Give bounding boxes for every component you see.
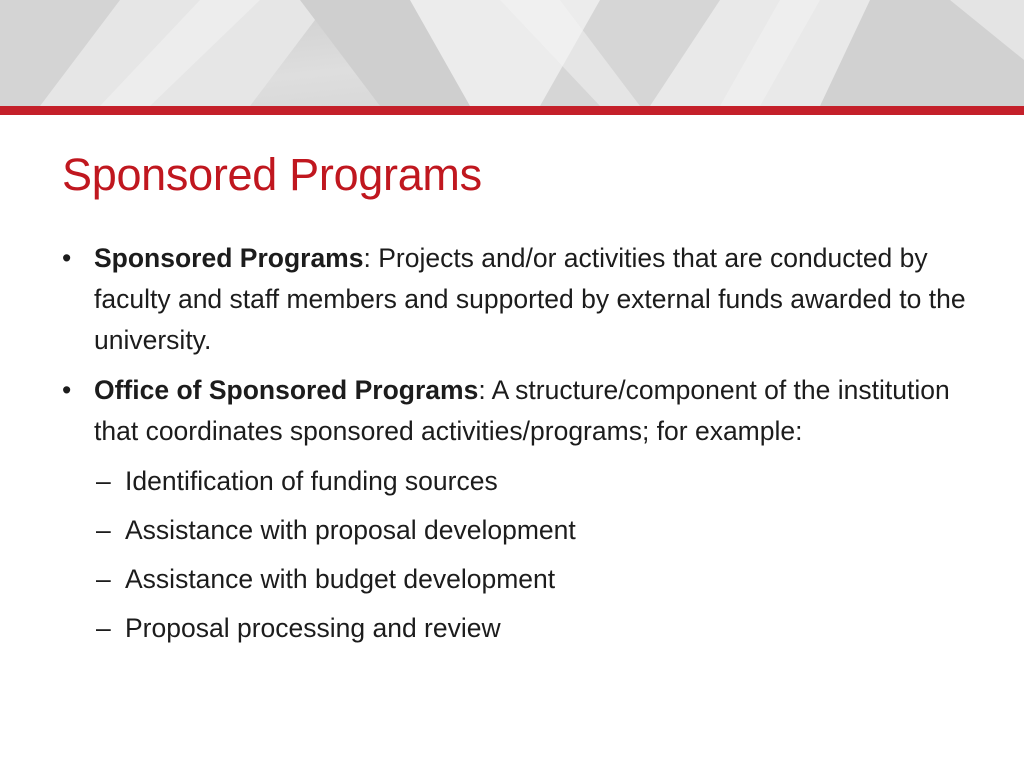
bullet-term: Office of Sponsored Programs bbox=[94, 375, 479, 405]
sub-bullet-item bbox=[62, 510, 972, 551]
sub-bullet-item bbox=[62, 461, 972, 502]
dash-marker: – bbox=[96, 613, 111, 643]
sub-bullet-text: Assistance with proposal development bbox=[125, 515, 576, 545]
bullet-item bbox=[62, 238, 972, 361]
bullet-term: Sponsored Programs bbox=[94, 243, 364, 273]
bullet-marker: • bbox=[62, 243, 72, 273]
dash-marker: – bbox=[96, 564, 111, 594]
sub-bullet-item bbox=[62, 559, 972, 600]
dash-marker: – bbox=[96, 515, 111, 545]
bullet-item bbox=[62, 370, 972, 452]
bullet-text: : Projects and/or activities that are conducted by faculty and staff members and supported by external funds awarded to the university. bbox=[94, 243, 966, 355]
sub-bullet-text: Identification of funding sources bbox=[125, 466, 498, 496]
sub-bullet-text: Proposal processing and review bbox=[125, 613, 501, 643]
dash-marker: – bbox=[96, 466, 111, 496]
header-banner bbox=[0, 0, 1024, 106]
sub-bullet-item bbox=[62, 608, 972, 649]
banner-pattern bbox=[0, 0, 1024, 106]
header-red-stripe bbox=[0, 106, 1024, 115]
slide-title: Sponsored Programs bbox=[62, 149, 482, 200]
bullet-marker: • bbox=[62, 375, 72, 405]
sub-bullet-text: Assistance with budget development bbox=[125, 564, 556, 594]
bullet-text: : A structure/component of the institution that coordinates sponsored activities/programs; for example: bbox=[94, 375, 950, 446]
slide-body bbox=[62, 238, 972, 657]
